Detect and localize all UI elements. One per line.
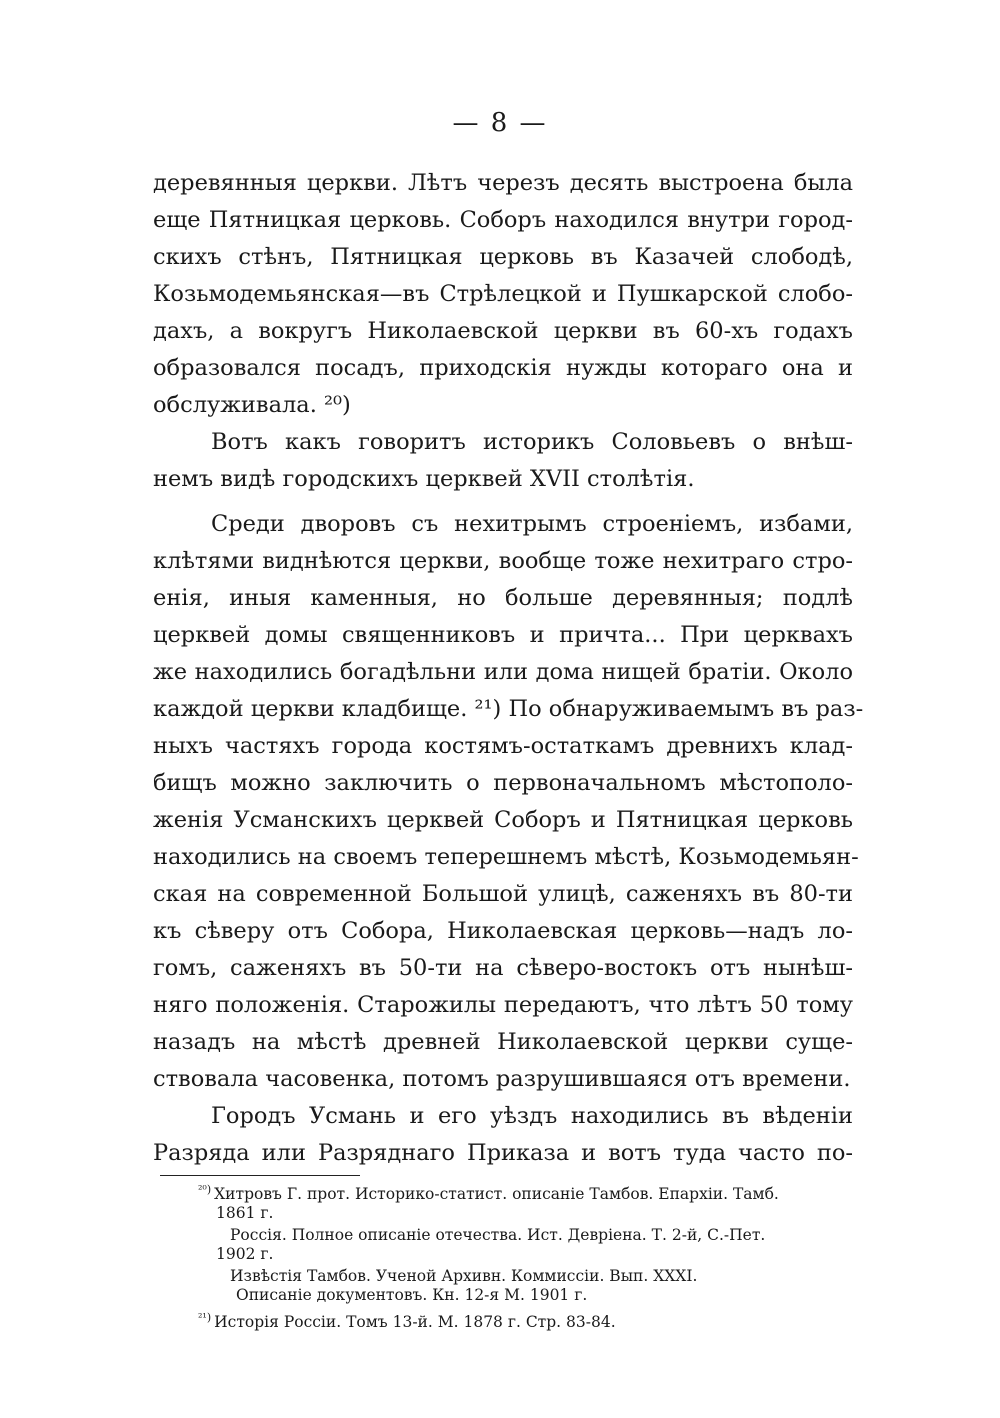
footnote-text: Исторія Россіи. Томъ 13-й. М. 1878 г. Стр. 83-84. [214,1313,616,1332]
text-line: Вотъ какъ говоритъ историкъ Соловьевъ о внѣш- [211,429,853,455]
text-line: еще Пятницкая церковь. Соборъ находился внутри город- [153,207,853,233]
page-number: — 8 — [452,108,548,138]
paragraph-1 [153,165,853,424]
paragraph-4 [153,1098,853,1172]
text-line: женія Усманскихъ церквей Соборъ и Пятницкая церковь [153,807,853,833]
text-line: Разряда или Разряднаго Приказа и вотъ туда часто по- [153,1140,853,1166]
text-line: находились на своемъ теперешнемъ мѣстѣ, Козьмодемьян- [153,844,859,870]
text-line: Среди дворовъ съ нехитрымъ строеніемъ, избами, [211,511,853,537]
text-line: назадъ на мѣстѣ древней Николаевской церкви суще- [153,1029,853,1055]
text-line: клѣтями виднѣются церкви, вообще тоже нехитраго стро- [153,548,853,574]
footnote-divider [160,1175,360,1176]
footnotes [198,1180,858,1335]
footnote-text: Описаніе документовъ. Кн. 12-я М. 1901 г. [236,1286,588,1305]
text-line: Городъ Усмань и его уѣздъ находились въ вѣденіи [211,1103,853,1129]
text-line: деревянныя церкви. Лѣтъ черезъ десять выстроена была [153,170,853,196]
text-line: скихъ стѣнъ, Пятницкая церковь въ Казачей слободѣ, [153,244,853,270]
paragraph-2 [153,424,853,498]
footnote-text: Хитровъ Г. прот. Историко-статист. описаніе Тамбов. Епархіи. Тамб. [214,1185,779,1204]
footnote-21 [198,1308,858,1332]
text-line: ствовала часовенка, потомъ разрушившаяся отъ времени. [153,1066,851,1092]
text-line: ныхъ частяхъ города костямъ-остаткамъ древнихъ клад- [153,733,853,759]
text-line: каждой церкви кладбище. ²¹) По обнаруживаемымъ въ раз- [153,696,864,722]
text-line: енія, иныя каменныя, но больше деревянныя; подлѣ [153,585,853,611]
text-line: ская на современной Большой улицѣ, саженяхъ въ 80-ти [153,881,853,907]
text-line: бищъ можно заключить о первоначальномъ мѣстополо- [153,770,853,796]
text-line: образовался посадъ, приходскія нужды котораго она и [153,355,853,381]
footnote-text: Россія. Полное описаніе отечества. Ист. Девріена. Т. 2-й, С.-Пет. [230,1226,766,1245]
text-line: же находились богадѣльни или дома нищей братіи. Около [153,659,853,685]
text-line: Козьмодемьянская—въ Стрѣлецкой и Пушкарской слобо- [153,281,853,307]
text-line: церквей домы священниковъ и причта... При церквахъ [153,622,853,648]
footnote-item [198,1267,858,1305]
footnote-text: 1861 г. [216,1204,274,1223]
footnote-text: Извѣстія Тамбов. Ученой Архивн. Коммиссіи. Вып. XXXI. [230,1267,698,1286]
footnote-20 [198,1180,858,1223]
text-line: обслуживала. ²⁰) [153,392,351,418]
paragraph-3 [153,506,864,1098]
body-text [153,165,864,1172]
text-line: къ сѣверу отъ Собора, Николаевская церковь—надъ ло- [153,918,853,944]
text-line: гомъ, саженяхъ въ 50-ти на сѣверо-востокъ отъ нынѣш- [153,955,853,981]
footnote-item [198,1226,858,1264]
footnote-number: ²¹) [198,1311,212,1325]
footnote-text: 1902 г. [216,1245,274,1264]
text-line: дахъ, а вокругъ Николаевской церкви въ 60-хъ годахъ [153,318,853,344]
footnote-number: ²⁰) [198,1183,212,1196]
text-line: немъ видѣ городскихъ церквей XVII столѣтія. [153,466,695,492]
text-line: няго положенія. Старожилы передаютъ, что лѣтъ 50 тому [153,992,853,1018]
